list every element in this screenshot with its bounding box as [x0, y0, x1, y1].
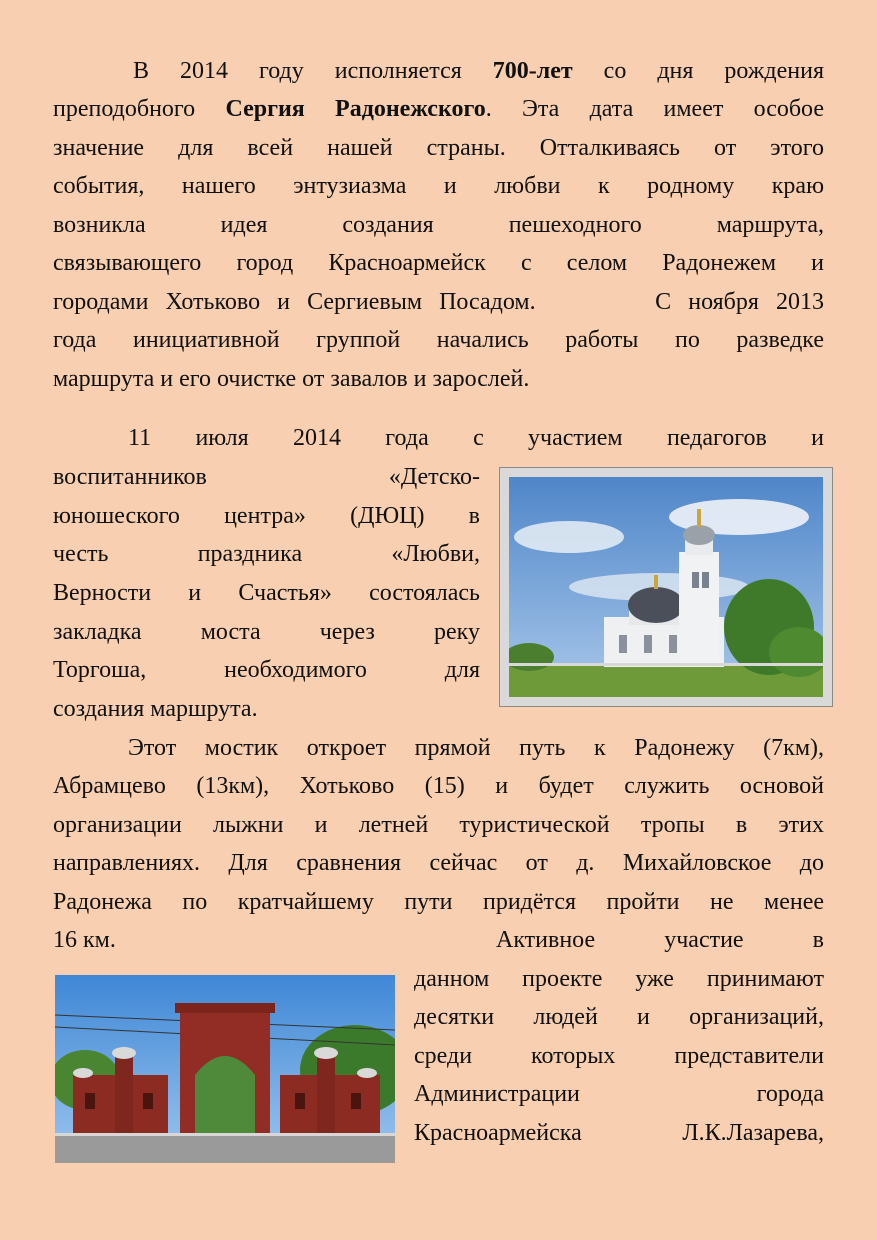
p3-line-2: Абрамцево (13км), Хотьково (15) и будет служить основой [53, 773, 824, 799]
p2-line-3: юношеского центра» (ДЮЦ) в [53, 503, 480, 529]
p1-line-9: маршрута и его очистке от завалов и зарослей. [53, 366, 530, 392]
p1-line-6: связывающего город Красноармейск с селом Радонежем и [53, 250, 824, 276]
p3-line-7: данном проекте уже принимают [414, 966, 824, 992]
p2-line-4: честь праздника «Любви, [53, 541, 480, 567]
p1-line-4: события, нашего энтузиазма и любви к родному краю [53, 173, 824, 199]
gate-image [55, 975, 395, 1163]
church-image [509, 477, 823, 697]
p2-line-6: закладка моста через реку [53, 619, 480, 645]
p1-line-2-b: Сергия Радонежского [225, 96, 486, 122]
p3-line-9: среди которых представители [414, 1043, 824, 1069]
p3-line-5: Радонежа по кратчайшему пути придётся пройти не менее [53, 889, 824, 915]
p2-line-1: 11 июля 2014 года с участием педагогов и [128, 425, 824, 451]
p1-line-3: значение для всей нашей страны. Отталкиваясь от этого [53, 135, 824, 161]
church-photo [499, 467, 833, 707]
p2-line-5: Верности и Счастья» состоялась [53, 580, 480, 606]
p3-line-1: Этот мостик откроет прямой путь к Радонежу (7км), [128, 735, 824, 761]
p3-line-10: Администрации города [414, 1081, 824, 1107]
p2-line-7: Торгоша, необходимого для [53, 657, 480, 683]
p3-line-8: десятки людей и организаций, [414, 1004, 824, 1030]
p1-line-1-b: 700-лет [492, 58, 573, 84]
p1-line-2-c: . Эта дата имеет особое [485, 96, 825, 122]
p1-line-8: года инициативной группой начались работы по разведке [53, 327, 824, 353]
p3-line-6a: 16 км. [53, 927, 116, 953]
p2-line-2: воспитанников «Детско- [53, 464, 480, 490]
p3-line-11: Красноармейска Л.К.Лазарева, [414, 1120, 824, 1146]
p1-line-5: возникла идея создания пешеходного маршрута, [53, 212, 824, 238]
p1-line-2-a: преподобного [53, 96, 226, 122]
gate-photo [55, 975, 395, 1163]
p1-line-7: городами Хотьково и Сергиевым Посадом. С ноября 2013 [53, 289, 824, 315]
p1-line-1 [133, 56, 824, 86]
p3-line-4: направлениях. Для сравнения сейчас от д. Михайловское до [53, 850, 824, 876]
p1-line-1-a: В 2014 году исполняется [133, 58, 493, 84]
p1-line-2 [53, 94, 824, 124]
p3-line-3: организации лыжни и летней туристической тропы в этих [53, 812, 824, 838]
p1-line-1-c: со дня рождения [572, 58, 825, 84]
p2-line-8: создания маршрута. [53, 696, 258, 722]
p3-line-6b: Активное участие в [496, 927, 824, 953]
